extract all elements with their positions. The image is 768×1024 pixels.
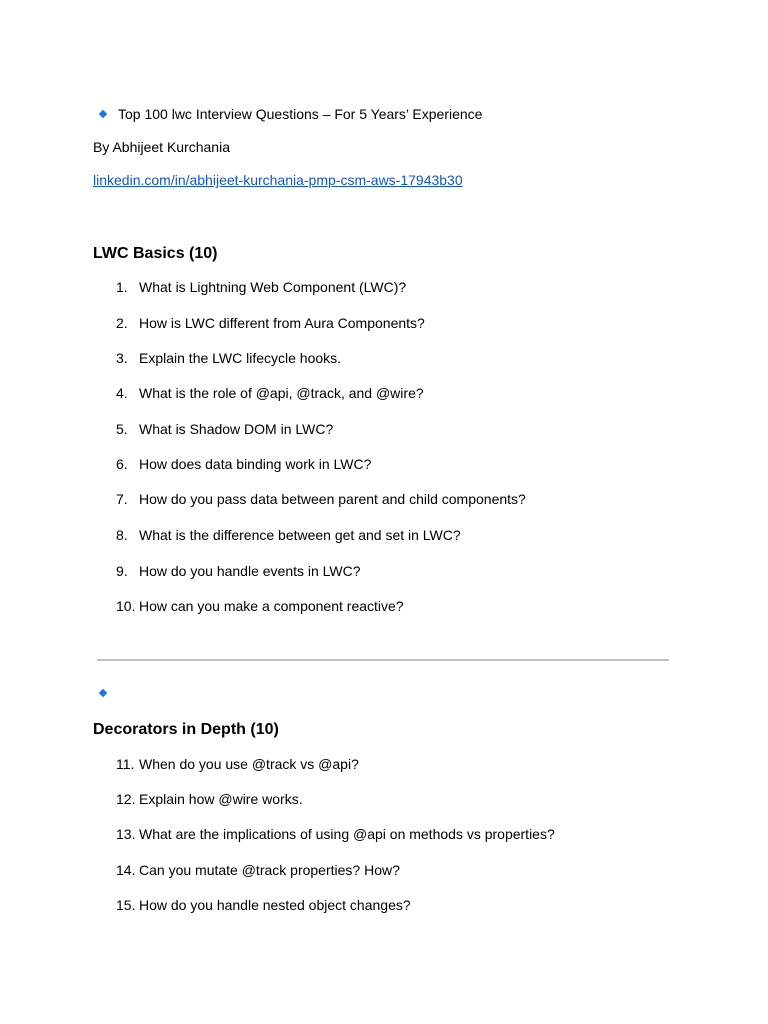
- list-item-text: How is LWC different from Aura Components?: [139, 315, 425, 331]
- list-item: [116, 790, 303, 808]
- list-item: [116, 861, 400, 879]
- list-item-number: 15.: [116, 897, 136, 913]
- list-item-number: 7.: [116, 491, 128, 507]
- list-item-number: 3.: [116, 350, 128, 366]
- list-item-text: How can you make a component reactive?: [139, 598, 404, 614]
- list-item-number: 4.: [116, 385, 128, 401]
- list-item: [116, 755, 359, 773]
- list-item-number: 2.: [116, 315, 128, 331]
- list-item: [116, 349, 341, 367]
- list-item-text: How does data binding work in LWC?: [139, 456, 372, 472]
- list-item: [116, 896, 411, 914]
- list-item: [116, 314, 425, 332]
- list-item-text: What is Lightning Web Component (LWC)?: [139, 279, 407, 295]
- list-item-number: 14.: [116, 862, 136, 878]
- list-item-number: 11.: [116, 756, 135, 772]
- list-item-text: What are the implications of using @api on methods vs properties?: [139, 826, 555, 842]
- linkedin-link[interactable]: linkedin.com/in/abhijeet-kurchania-pmp-csm-aws-17943b30: [93, 172, 463, 188]
- horizontal-divider: [97, 659, 669, 661]
- list-item-text: When do you use @track vs @api?: [139, 756, 359, 772]
- list-item: [116, 825, 555, 843]
- list-item-text: Can you mutate @track properties? How?: [139, 862, 400, 878]
- list-item: [116, 526, 461, 544]
- list-item-number: 12.: [116, 791, 136, 807]
- list-item: [116, 562, 361, 580]
- section-heading-lwc-basics: LWC Basics (10): [93, 245, 218, 262]
- list-item: [116, 490, 526, 508]
- list-item-number: 13.: [116, 826, 136, 842]
- diamond-bullet-icon: [99, 110, 107, 118]
- list-item-text: Explain the LWC lifecycle hooks.: [139, 350, 342, 366]
- list-item: [116, 420, 333, 438]
- author-line: By Abhijeet Kurchania: [93, 139, 230, 155]
- list-item-text: How do you pass data between parent and child components?: [139, 491, 526, 507]
- section-heading-decorators: Decorators in Depth (10): [93, 721, 279, 738]
- list-item-number: 5.: [116, 421, 128, 437]
- list-item: [116, 455, 371, 473]
- list-item-text: What is Shadow DOM in LWC?: [139, 421, 334, 437]
- list-item-number: 6.: [116, 456, 128, 472]
- list-item: [116, 597, 404, 615]
- list-item-number: 8.: [116, 527, 128, 543]
- list-item-number: 9.: [116, 563, 128, 579]
- document-title: Top 100 lwc Interview Questions – For 5 Years’ Experience: [118, 106, 483, 122]
- list-item-text: How do you handle nested object changes?: [139, 897, 411, 913]
- list-item-number: 10.: [116, 598, 136, 614]
- list-item-text: What is the difference between get and set in LWC?: [139, 527, 461, 543]
- list-item-text: How do you handle events in LWC?: [139, 563, 361, 579]
- list-item-number: 1.: [116, 279, 128, 295]
- list-item: [116, 278, 406, 296]
- list-item-text: Explain how @wire works.: [139, 791, 303, 807]
- list-item-text: What is the role of @api, @track, and @wire?: [139, 385, 424, 401]
- list-item: [116, 384, 424, 402]
- diamond-bullet-icon: [99, 689, 107, 697]
